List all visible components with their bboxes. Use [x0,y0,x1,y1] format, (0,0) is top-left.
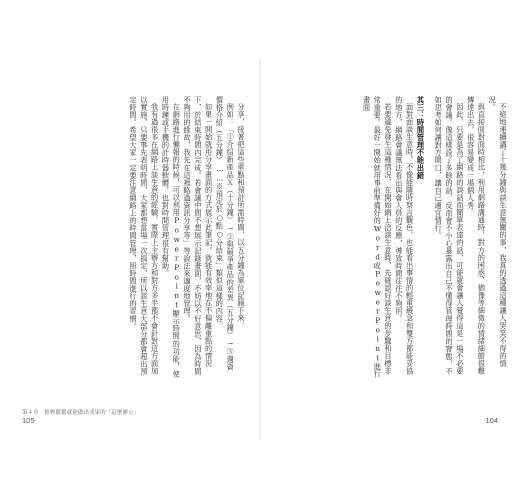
right-page-body [280,96,508,378]
page-number-left: 105 [22,416,35,425]
left-paragraph-3: 如果一開始就用分享畫面的方式展示此筆記，就能有效率地在不偏離重點的情況下，於結束時間內完成。若會議中間不想展示記錄畫面，不妨以不好意思，因為時間不夠用的緣故，我先在這裡略過資訊分享等」等說法來適度地管理。 [183,96,214,376]
page-number-right: 104 [485,416,498,425]
chapter-caption: 第４章 輕輕鬆鬆就能做出成果的「這麼辦公」 [22,410,140,416]
left-paragraph-2: 例如：「①介紹新產品Ｘ（十分鐘）─②與競爭產品的差異（五分鐘）─③週資價格介紹（五分鐘）……※預定於○點○分結束」類似這樣的內容。 [215,96,236,372]
right-paragraph-5: 若要避免發生這種情況，在開始網上洽談生意時，先確認好談生意的步驟和目標非常重要。最好一開始就用事前準備好的Word或PowerPoint進行畫面 [362,96,394,378]
left-paragraph-1: 分享，接著把這些重點和預計所需時間，以五分鐘為單位記錄下來。 [237,103,246,330]
right-paragraph-1: 不絕地連續講了十幾分鐘與談生意無關的事，我真的透過這種讓人哭笑不得的情況。 [488,96,508,368]
left-paragraph-4: 在網路進行懶報的時候，可以利用PowerPoint顯示時間的功能，使用時鐘或手機的計時器軟體，也對時間管理很有幫助。 [161,96,182,378]
section-spacer [425,96,432,378]
left-paragraph-5: 我有過很多在網路上談生意的經驗，實際上主辦方和對方多半都不會針對這方面加以實施，只要事先表明時間，大家都想當場一次搞定，所以談生意大部分都會超出預定時間。希望大家一定要注意網路上的時間管理，照時間進行的習慣。 [129,96,160,376]
right-paragraph-4: 面對面談生意時，不像能隨時察言觀色，也能看出事情的輕重緩急和雙方都能妥協的地方，網路會議無法看出與會人員的反應，導致時間往往不夠用。 [394,96,415,375]
section-heading: 其三：時間管理不能出錯 [416,96,426,180]
right-page [260,0,520,500]
right-paragraph-2: 與直接面對面時相比，利用網路溝通時，對方的困惑、猶豫等細微的情緒細節很難傳達出去，很容易變成一場個人秀。 [466,96,487,375]
right-paragraph-3: 因此，只要是為了網路的談話而簡單表達的話，可能就會讓人覺得這是一場不必要的會議。像這樣設了多餘的話，反而會不小心暴露出自己不懂得管理時間的窘態，不如思考如何讓對方開口，讓自己適宜情行。 [434,96,465,376]
left-page-body [22,96,246,378]
